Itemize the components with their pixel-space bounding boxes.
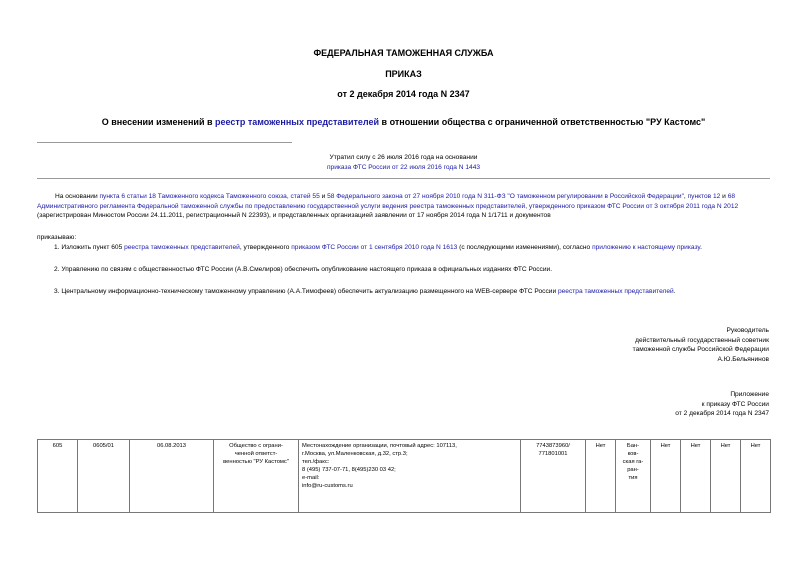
title-text-before: О внесении изменений в [101,117,216,127]
item1-text-c: (с последующими изменениями), согласно [457,244,593,251]
item1-link-registry[interactable]: реестра таможенных представителей [124,244,240,251]
addr-line-5: e-mail: [302,475,320,481]
preamble-text-1: На основании [55,193,98,200]
preamble-text-4: и [720,193,728,200]
guar-line-1: Бан- [626,443,640,449]
status-line-1: Утратил силу с 26 июля 2016 года на основании [329,154,478,161]
cell-reg-code: 0605/01 [78,440,130,513]
addr-line-6: info@ru-customs.ru [302,483,353,489]
preamble-paragraph [37,192,772,221]
preamble-link-item-12[interactable]: пунктов 12 [687,193,721,200]
org-line-3: венностью "РУ Кастомс" [223,459,289,465]
org-line-2: ченной ответст- [234,451,278,457]
item1-text-d: . [700,244,702,251]
cell-no-1: Нет [586,440,616,513]
divider-short [37,142,292,143]
inn-line-2: 771801001 [538,451,568,457]
registry-table [37,439,771,513]
appendix-label: Приложение [730,391,769,398]
doc-type-heading: ПРИКАЗ [385,69,422,79]
item3-text-a: 3. Центральному информационно-техническому таможенному управлению (А.А.Тимофеев) обеспечить актуализацию размещенного на WEB-сервере ФТС России [54,288,558,295]
signature-rank-1: действительный государственный советник [635,336,769,344]
cell-no-3: Нет [681,440,711,513]
agency-heading: ФЕДЕРАЛЬНАЯ ТАМОЖЕННАЯ СЛУЖБА [313,48,494,58]
addr-line-3: тел./факс: [302,459,330,465]
cell-guarantee [616,440,651,513]
cell-number: 605 [38,440,78,513]
cell-no-2: Нет [651,440,681,513]
title-text-after: в отношении общества с ограниченной ответственностью "РУ Кастомс" [379,117,706,127]
doc-title [0,117,807,127]
order-word: приказываю: [37,234,77,241]
cell-inn [521,440,586,513]
status-repeal-link[interactable]: приказа ФТС России от 22 июля 2016 года N 1443 [326,164,481,171]
table-row [38,440,771,513]
signature-position: Руководитель [726,327,769,334]
addr-line-1: Местонахождение организации, почтовый адрес: 107113, [302,443,457,449]
preamble-text-3: , [683,193,688,200]
addr-line-4: 8 (495) 737-07-71, 8(495)230 03 42; [302,467,396,473]
item1-text-b: , утвержденного [239,244,292,251]
cell-no-5: Нет [741,440,771,513]
item3-link-registry[interactable]: реестра таможенных представителей [557,288,674,295]
guar-line-2: ков- [627,451,639,457]
signature-name: А.Ю.Бельянинов [717,355,769,363]
item1-link-appendix[interactable]: приложению к настоящему приказу [592,244,701,251]
item1-text-a: 1. Изложить пункт 605 [54,244,125,251]
preamble-text-5: (зарегистрирован Минюстом России 24.11.2011, регистрационный N 22393), и представленных организацией заявлении от 17 ноября 2014 года N 1/1711 и документов [37,212,551,220]
signature-block [633,326,769,364]
addr-line-2: г.Москва, ул.Маленковская, д.32, стр.3; [302,451,408,457]
cell-organization [214,440,299,513]
order-item-1 [54,243,702,253]
doc-date-heading: от 2 декабря 2014 года N 2347 [337,89,470,99]
org-line-1: Общество с ограни- [229,443,283,449]
appendix-date: от 2 декабря 2014 года N 2347 [675,410,769,418]
inn-line-1: 7743873960/ [536,443,570,449]
divider-long [37,178,770,179]
order-item-2: 2. Управлению по связям с общественностью ФТС России (А.В.Смелиров) обеспечить опубликование настоящего приказа в официальных изданиях ФТС России. [54,266,553,273]
guar-line-5: тия [628,475,638,481]
preamble-link-customs-code[interactable]: пункта 6 статьи 18 Таможенного кодекса Таможенного союза, статей 55 [99,193,320,200]
signature-rank-2: таможенной службы Российской Федерации [632,346,769,354]
appendix-ref: к приказу ФТС России [701,400,769,408]
appendix-block [675,390,769,419]
cell-address [299,440,521,513]
preamble-text-2: и [319,193,328,200]
guar-line-3: ская га- [622,459,644,465]
order-item-3 [54,287,676,297]
title-registry-link[interactable]: реестр таможенных представителей [215,117,380,127]
item1-link-order-1613[interactable]: приказом ФТС России от 1 сентября 2010 года N 1613 [291,244,458,251]
guar-line-4: ран- [627,467,639,473]
cell-date: 06.08.2013 [130,440,214,513]
preamble-link-federal-law[interactable]: 58 Федерального закона от 27 ноября 2010 года N 311-ФЗ "О таможенном регулировании в Российской Федерации" [327,193,684,200]
item3-text-b: . [673,288,676,295]
preamble-link-regulation[interactable]: 68 Административного регламента Федеральной таможенной службы по предоставлению государственной услуги ведения реестра таможенных представителей, утвержденного приказом ФТС России от 3 октября 2011 года N 2012 [37,193,739,210]
cell-no-4: Нет [711,440,741,513]
